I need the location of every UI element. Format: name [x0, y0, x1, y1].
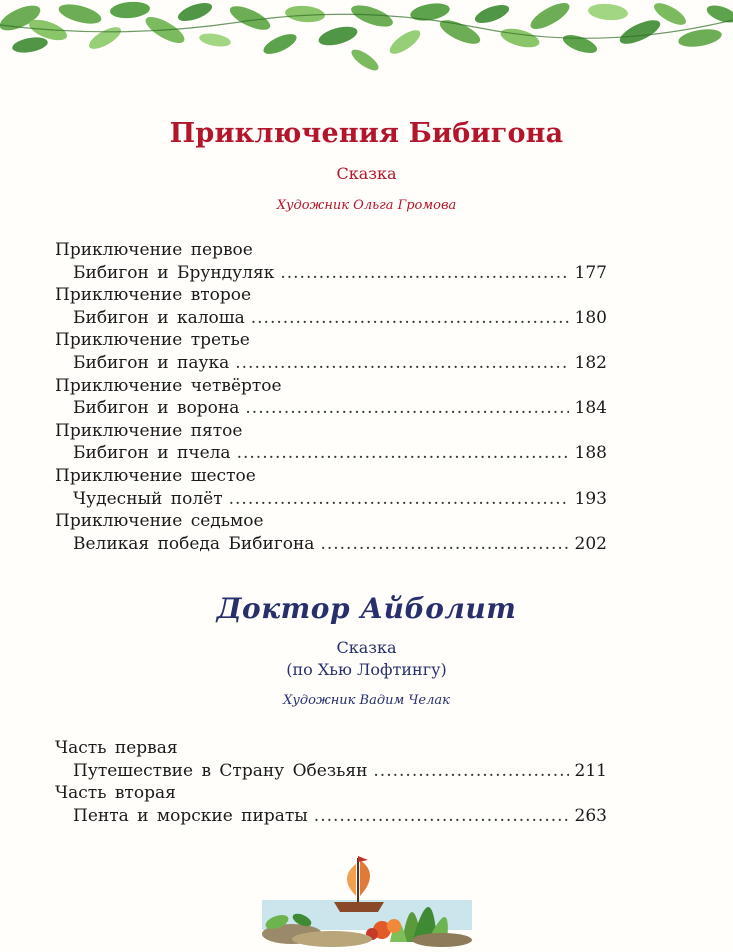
section-subtitle-source: (по Хью Лофтингу)	[286, 660, 447, 679]
section-subtitle-genre: Сказка	[336, 638, 397, 657]
section-bibigon-header	[0, 118, 733, 213]
toc-page-number: 211	[574, 760, 607, 781]
toc-item[interactable]	[55, 284, 607, 329]
toc-leader-dots	[314, 805, 569, 828]
toc-page-number: 193	[574, 488, 607, 509]
toc-part-label: Приключение седьмое	[55, 511, 264, 532]
toc-entry-title: Чудесный полёт	[73, 488, 223, 509]
toc-page-number: 184	[574, 398, 607, 419]
toc-leader-dots	[235, 352, 568, 375]
toc-part-label: Приключение второе	[55, 285, 252, 306]
section-title-bibigon: Приключения Бибигона	[169, 118, 564, 149]
toc-part-label: Приключение первое	[55, 240, 253, 260]
toc-aibolit	[55, 737, 607, 827]
toc-item[interactable]	[55, 465, 607, 510]
section-artist-bibigon: Художник Ольга Громова	[276, 198, 457, 213]
section-title-aibolit: Доктор Айболит	[216, 592, 517, 625]
toc-page-number: 182	[574, 352, 607, 373]
toc-entry-title: Бибигон и калоша	[73, 307, 245, 328]
toc-item[interactable]	[55, 737, 607, 782]
leaf-garland-illustration	[0, 0, 733, 78]
toc-entry-title: Пента и морские пираты	[73, 805, 308, 826]
toc-entry-title: Бибигон и пчела	[73, 443, 231, 464]
toc-bibigon	[55, 239, 607, 555]
toc-part-label: Приключение шестое	[55, 465, 256, 486]
toc-page-number: 177	[574, 262, 607, 283]
toc-part-label: Часть первая	[55, 738, 178, 758]
toc-page-number: 263	[574, 805, 607, 826]
toc-page-number: 180	[574, 307, 607, 328]
toc-part-label: Приключение пятое	[55, 420, 243, 441]
toc-entry-title: Великая победа Бибигона	[73, 533, 315, 554]
section-subtitle-aibolit	[0, 637, 733, 681]
toc-item[interactable]	[55, 782, 607, 827]
toc-entry-title: Бибигон и паука	[73, 352, 230, 373]
toc-part-label: Приключение четвёртое	[55, 375, 282, 396]
toc-part-label: Приключение третье	[55, 330, 250, 351]
toc-item[interactable]	[55, 239, 607, 284]
section-artist-aibolit: Художник Вадим Челак	[283, 693, 450, 708]
toc-leader-dots	[237, 442, 569, 465]
toc-leader-dots	[229, 488, 569, 511]
section-subtitle-bibigon: Сказка	[336, 164, 397, 183]
toc-item[interactable]	[55, 510, 607, 555]
toc-leader-dots	[251, 307, 569, 330]
toc-entry-title: Путешествие в Страну Обезьян	[73, 760, 368, 781]
section-aibolit-header	[0, 592, 733, 708]
toc-part-label: Часть вторая	[55, 783, 176, 804]
toc-entry-title: Бибигон и ворона	[73, 398, 240, 419]
toc-entry-title: Бибигон и Брундуляк	[73, 262, 275, 283]
toc-leader-dots	[373, 760, 568, 783]
toc-leader-dots	[245, 397, 568, 420]
toc-item[interactable]	[55, 375, 607, 420]
ship-shore-vignette-illustration	[262, 842, 472, 947]
toc-leader-dots	[320, 533, 568, 556]
toc-item[interactable]	[55, 420, 607, 465]
toc-page-number: 202	[574, 533, 607, 554]
toc-page-number: 188	[574, 443, 607, 464]
toc-item[interactable]	[55, 329, 607, 374]
toc-leader-dots	[280, 262, 568, 285]
